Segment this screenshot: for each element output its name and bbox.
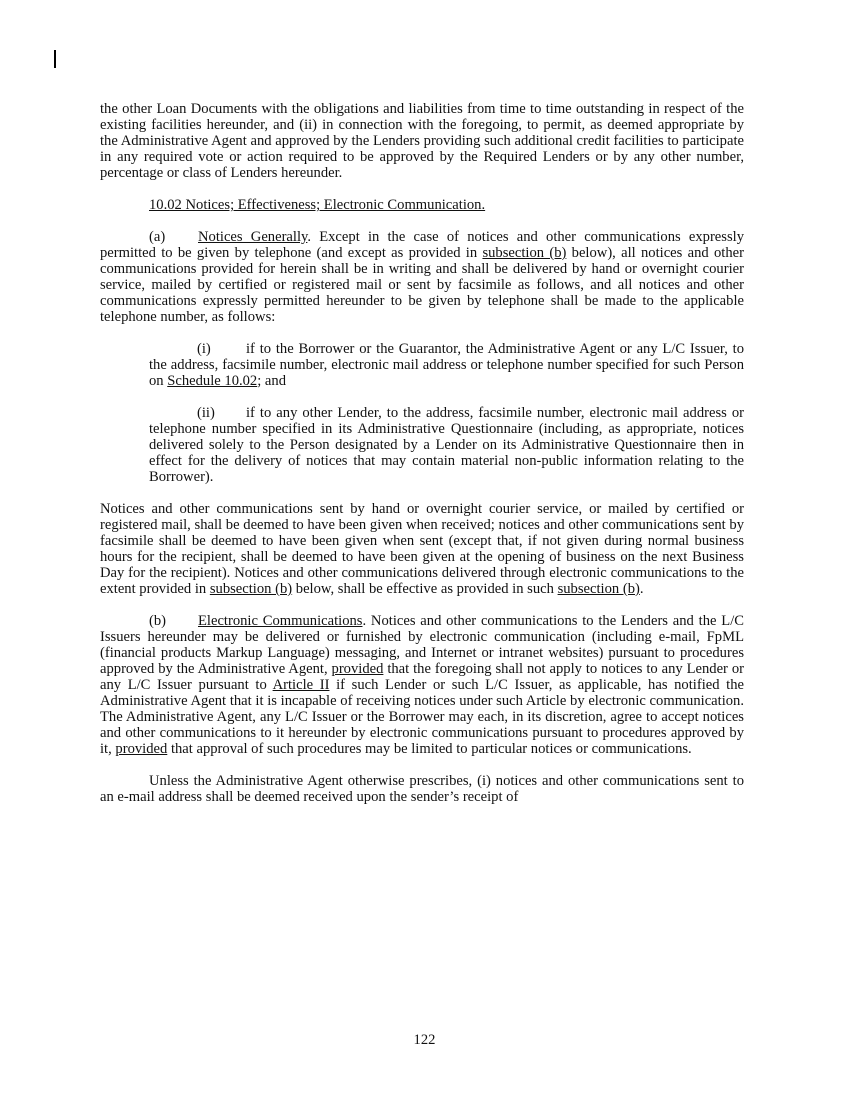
subsection-a-text-1: . Except in the case of notices and other communications expressly permitted to be given by telephone (and except as provided in bbox=[100, 229, 744, 261]
clause-i-label: (i) bbox=[197, 341, 211, 357]
unless-paragraph: Unless the Administrative Agent otherwise prescribes, (i) notices and other communications sent to an e-mail address shall be deemed received upon the sender’s receipt of bbox=[100, 773, 744, 805]
subsection-b-reference-2: subsection (b) bbox=[557, 581, 640, 597]
section-heading-text: 10.02 Notices; Effectiveness; Electronic Communication. bbox=[149, 197, 486, 213]
provided-term-1: provided bbox=[331, 661, 384, 677]
subsection-b-reference: subsection (b) bbox=[482, 245, 567, 261]
subsection-a-title: Notices Generally bbox=[198, 229, 308, 245]
subsection-b-paragraph bbox=[100, 613, 744, 757]
provided-term-2: provided bbox=[115, 741, 168, 757]
clause-ii-label: (ii) bbox=[197, 405, 215, 421]
subsection-b-text-1: . Notices and other communications to the Lenders and the L/C Issuers hereunder may be delivered or furnished by electronic communication (including e-mail, FpML (financial products Markup Language) messaging, and Internet or intranet websites) pursuant to procedures approved by the Administrative Agent, bbox=[100, 613, 744, 677]
subsection-b-reference-1: subsection (b) bbox=[209, 581, 293, 597]
clause-ii-text: if to any other Lender, to the address, facsimile number, electronic mail address or telephone number specified in its Administrative Questionnaire (including, as appropriate, notices delivered solely to the Person designated by a Lender on its Administrative Questionnaire then in effect for the delivery of notices that may contain material non-public information relating to the Borrower). bbox=[149, 405, 744, 485]
clause-i-text-1: if to the Borrower or the Guarantor, the Administrative Agent or any L/C Issuer, to the address, facsimile number, electronic mail address or telephone number specified for such Person on bbox=[149, 341, 744, 389]
subsection-a-text-2: below), all notices and other communications provided for herein shall be in writing and shall be delivered by hand or overnight courier service, mailed by certified or registered mail or sent by facsimile as follows, and all notices and other communications expressly permitted hereunder to be given by telephone shall be made to the applicable telephone number, as follows: bbox=[100, 245, 744, 325]
clause-i-paragraph bbox=[100, 341, 744, 389]
revision-bar bbox=[54, 50, 56, 68]
subsection-a-paragraph bbox=[100, 229, 744, 325]
page-number: 122 bbox=[413, 1032, 436, 1048]
article-reference: Article II bbox=[272, 677, 330, 693]
subsection-b-label: (b) bbox=[149, 613, 167, 629]
subsection-a-label: (a) bbox=[149, 229, 166, 245]
notices-text-2: below, shall be effective as provided in such bbox=[292, 581, 558, 597]
section-heading bbox=[100, 197, 744, 213]
notices-text-1: Notices and other communications sent by hand or overnight courier service, or mailed by certified or registered mail, shall be deemed to have been given when received; notices and other communications sent by facsimile shall be deemed to have been given when sent (except that, if not given during normal business hours for the recipient, shall be deemed to have been given at the opening of business on the next Business Day for the recipient). Notices and other communications delivered through electronic communications to the extent provided in bbox=[100, 501, 744, 597]
notices-paragraph bbox=[100, 501, 744, 597]
subsection-b-text-4: that approval of such procedures may be limited to particular notices or communications. bbox=[167, 741, 692, 757]
subsection-b-text-3: if such Lender or such L/C Issuer, as applicable, has notified the Administrative Agent that it is incapable of receiving notices under such Article by electronic communication. The Administrative Agent, any L/C Issuer or the Borrower may each, in its discretion, agree to accept notices and other communications to it hereunder by electronic communications pursuant to procedures approved by it, bbox=[100, 677, 744, 757]
clause-i-text-2: ; and bbox=[257, 373, 287, 389]
clause-ii-paragraph bbox=[100, 405, 744, 485]
intro-paragraph: the other Loan Documents with the obligations and liabilities from time to time outstanding in respect of the existing facilities hereunder, and (ii) in connection with the foregoing, to permit, as deemed appropriate by the Administrative Agent and approved by the Lenders providing such additional credit facilities to participate in any required vote or action required to be approved by the Required Lenders or by any other number, percentage or class of Lenders hereunder. bbox=[100, 101, 744, 181]
subsection-b-title: Electronic Communications bbox=[198, 613, 363, 629]
document-page bbox=[100, 101, 744, 821]
subsection-b-text-2: that the foregoing shall not apply to notices to any Lender or any L/C Issuer pursuant to bbox=[100, 661, 744, 693]
notices-text-3: . bbox=[639, 581, 644, 597]
schedule-reference: Schedule 10.02 bbox=[167, 373, 258, 389]
